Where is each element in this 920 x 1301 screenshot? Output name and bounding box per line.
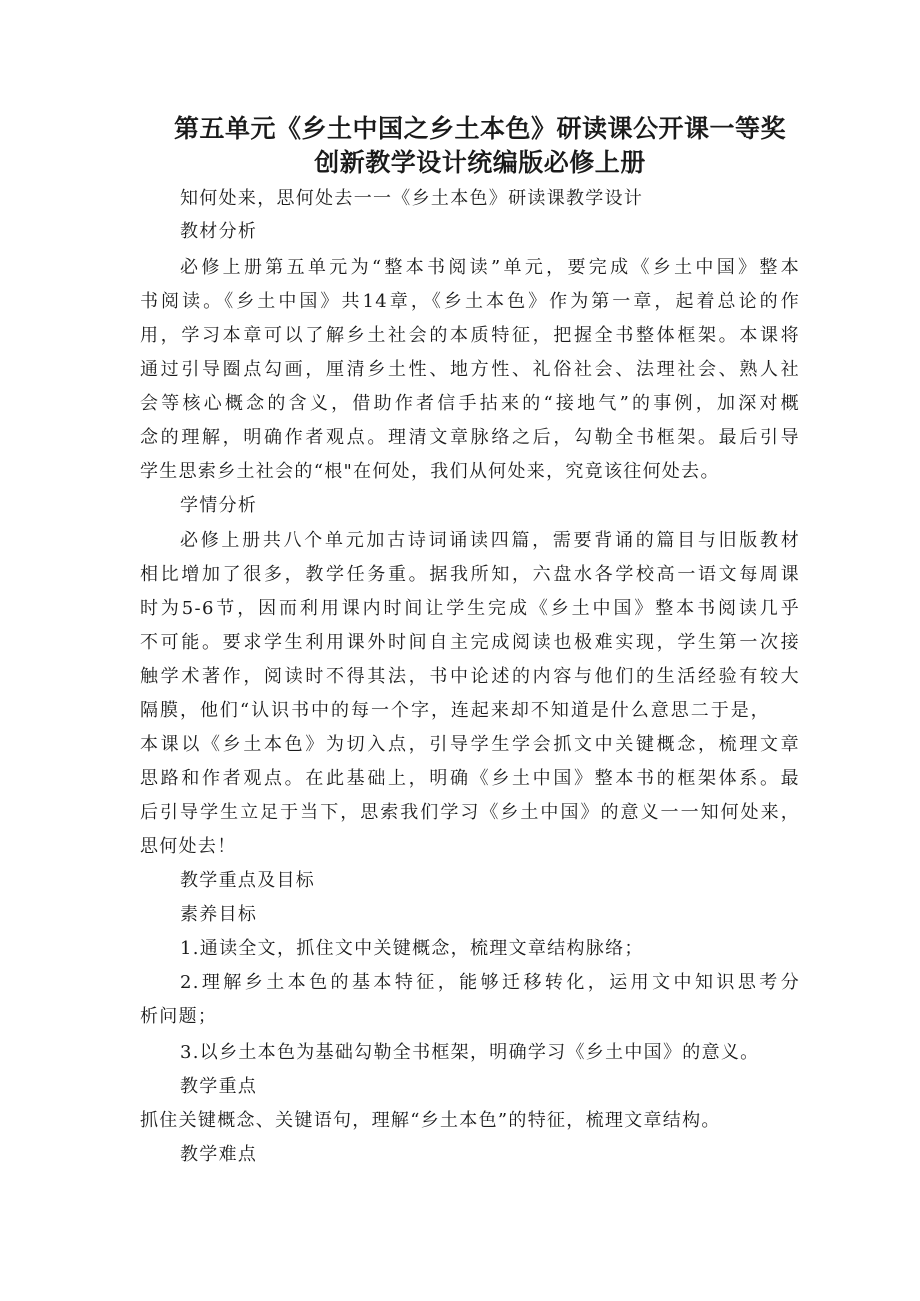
paragraph-line: 通过引导圈点勾画，厘清乡土性、地方性、礼俗社会、法理社会、熟人社 (140, 359, 800, 380)
paragraph-line: 必修上册共八个单元加古诗词诵读四篇，需要背诵的篇目与旧版教材 (180, 530, 800, 551)
document-title-line-2: 创新教学设计统编版必修上册 (314, 148, 646, 177)
key-points-text: 抓住关键概念、关键语句，理解“乡土本色”的特征，梳理文章结构。 (140, 1110, 721, 1131)
goal-item-2: 2.理解乡土本色的基本特征，能够迁移转化，运用文中知识思考分 (180, 972, 800, 993)
heading-literacy-goals: 素养目标 (180, 904, 258, 925)
goal-item-1: 1.通读全文，抓住文中关键概念，梳理文章结构脉络； (180, 938, 644, 959)
paragraph-line: 触学术著作，阅读时不得其法，书中论述的内容与他们的生活经验有较大 (140, 666, 800, 687)
paragraph-line: 书阅读。《乡土中国》共14章，《乡土本色》作为第一章，起着总论的作 (140, 291, 800, 312)
paragraph-line: 思何处去！ (140, 836, 237, 857)
goal-item-2-continued: 析问题； (140, 1006, 218, 1027)
paragraph-line: 念的理解，明确作者观点。理清文章脉络之后，勾勒全书框架。最后引导 (140, 427, 800, 448)
document-title-line-1: 第五单元《乡土中国之乡土本色》研读课公开课一等奖 (173, 114, 786, 143)
paragraph-line: 时为5-6节，因而利用课内时间让学生完成《乡土中国》整本书阅读几乎 (140, 598, 800, 619)
document-subtitle: 知何处来，思何处去一一《乡土本色》研读课教学设计 (180, 188, 644, 209)
paragraph-line: 相比增加了很多，教学任务重。据我所知，六盘水各学校高一语文每周课 (140, 564, 800, 585)
paragraph-line: 必修上册第五单元为“整本书阅读”单元，要完成《乡土中国》整本 (180, 257, 800, 278)
paragraph-line: 思路和作者观点。在此基础上，明确《乡土中国》整本书的框架体系。最 (140, 768, 800, 789)
paragraph-line: 会等核心概念的含义，借助作者信手拈来的“接地气”的事例，加深对概 (140, 393, 800, 414)
goal-item-3: 3.以乡土本色为基础勾勒全书框架，明确学习《乡土中国》的意义。 (180, 1042, 760, 1063)
heading-student-analysis: 学情分析 (180, 495, 258, 516)
heading-teaching-difficulties: 教学难点 (180, 1144, 258, 1165)
heading-material-analysis: 教材分析 (180, 221, 258, 242)
paragraph-line: 隔膜，他们“认识书中的每一个字，连起来却不知道是什么意思二于是， (140, 700, 770, 721)
paragraph-line: 用，学习本章可以了解乡土社会的本质特征，把握全书整体框架。本课将 (140, 325, 800, 346)
heading-teaching-key-points: 教学重点 (180, 1076, 258, 1097)
paragraph-line: 本课以《乡土本色》为切入点，引导学生学会抓文中关键概念，梳理文章 (140, 734, 800, 755)
paragraph-line: 学生思索乡土社会的“根"在何处，我们从何处来，究竟该往何处去。 (140, 461, 720, 482)
paragraph-line: 后引导学生立足于当下，思索我们学习《乡土中国》的意义一一知何处来， (140, 802, 800, 823)
heading-teaching-focus-goals: 教学重点及目标 (180, 870, 316, 891)
paragraph-line: 不可能。要求学生利用课外时间自主完成阅读也极难实现，学生第一次接 (140, 632, 800, 653)
